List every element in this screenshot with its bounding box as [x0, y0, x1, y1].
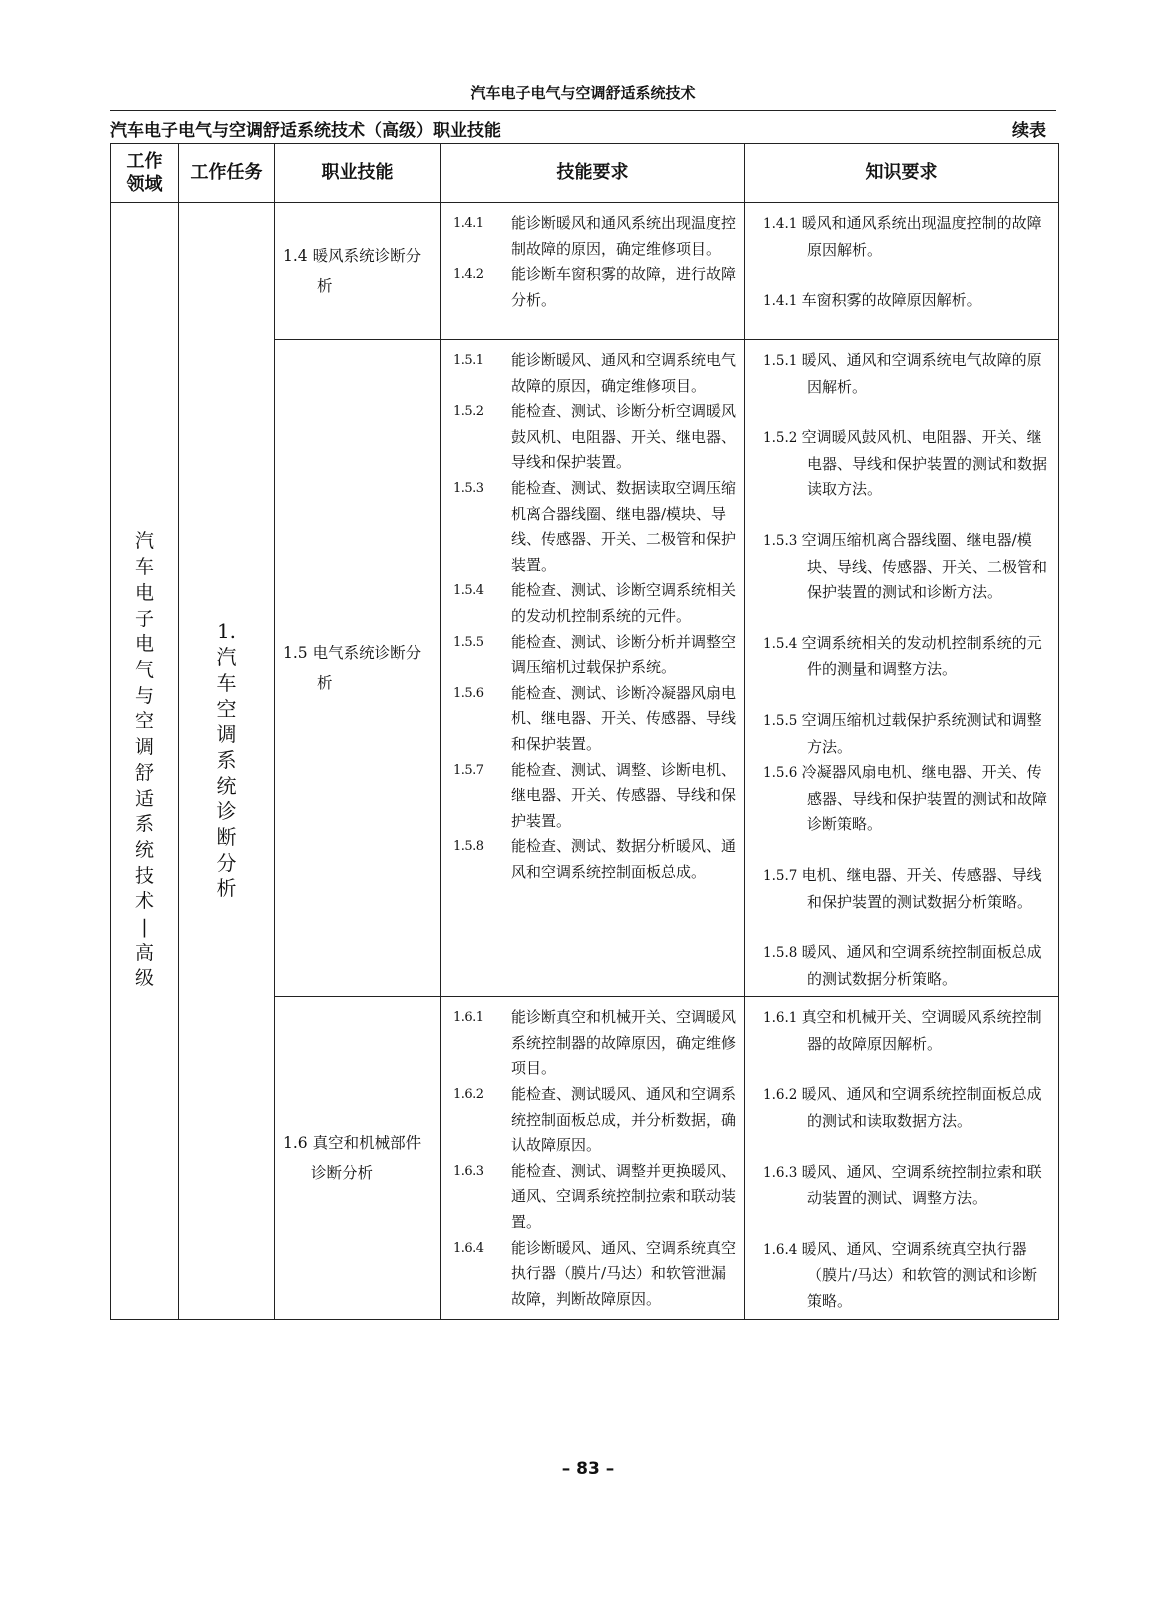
- requirement-text: 能检查、测试、诊断空调系统相关的发动机控制系统的元件。: [511, 581, 737, 625]
- knowledge-item: [751, 1005, 1052, 1057]
- skill-name-line1: 1.6 真空和机械部件: [283, 1133, 422, 1152]
- work-area-char: 气: [134, 659, 154, 681]
- requirement-number: 1.5.3: [453, 480, 484, 496]
- header-knowledge-requirement: 知识要求: [745, 144, 1059, 203]
- requirement-item: [447, 1159, 738, 1236]
- knowledge-cell: [745, 340, 1059, 997]
- skill-name-cell: [275, 203, 441, 340]
- work-area-char: 子: [134, 607, 154, 630]
- requirement-item: [447, 1082, 738, 1159]
- requirement-item: [447, 211, 738, 262]
- skill-name-cell: [275, 340, 441, 997]
- work-area-char: 汽: [134, 530, 154, 553]
- page-number: – 83 –: [561, 1459, 615, 1479]
- knowledge-number: 1.5.4: [763, 635, 802, 652]
- work-area-char: 调: [134, 736, 154, 759]
- knowledge-item: [751, 288, 1052, 315]
- header-work-area-line1: 工作: [126, 151, 163, 172]
- work-task-cell: [179, 203, 275, 1320]
- knowledge-text: 暖风、通风、空调系统真空执行器（膜片/马达）和软管的测试和诊断策略。: [801, 1239, 1038, 1311]
- work-task-char: 调: [216, 722, 237, 747]
- skill-name-cell: [275, 997, 441, 1319]
- requirement-item: [447, 1236, 738, 1313]
- knowledge-number: 1.6.2: [763, 1087, 802, 1104]
- knowledge-number: 1.5.5: [763, 712, 802, 729]
- requirement-text: 能检查、测试、诊断分析空调暖风鼓风机、电阻器、开关、继电器、导线和保护装置。: [511, 402, 737, 472]
- knowledge-number: 1.6.3: [763, 1164, 802, 1181]
- work-area-char: 技: [134, 864, 154, 887]
- requirement-text: 能诊断车窗积雾的故障，进行故障分析。: [511, 265, 737, 309]
- knowledge-text: 空调系统相关的发动机控制系统的元件的测量和调整方法。: [801, 633, 1042, 679]
- knowledge-text: 空调压缩机过载保护系统测试和调整方法。: [801, 710, 1042, 756]
- skill-name-line1: 1.5 电气系统诊断分: [283, 644, 422, 663]
- requirement-number: 1.5.5: [453, 634, 484, 650]
- work-task-char: 分: [216, 850, 237, 875]
- requirement-item: [447, 834, 738, 885]
- knowledge-text: 暖风、通风和空调系统控制面板总成的测试数据分析策略。: [801, 943, 1042, 988]
- table-title: 汽车电子电气与空调舒适系统技术（高级）职业技能: [110, 121, 501, 141]
- requirement-number: 1.5.2: [453, 404, 484, 420]
- knowledge-item: [751, 425, 1052, 503]
- requirement-number: 1.4.1: [453, 216, 484, 231]
- requirement-number: 1.6.2: [453, 1087, 484, 1103]
- skill-name-line2: 析: [317, 674, 333, 693]
- work-area-char: |: [141, 916, 148, 939]
- work-task-char: 车: [216, 670, 237, 695]
- requirement-text: 能检查、测试暖风、通风和空调系统控制面板总成，并分析数据，确认故障原因。: [511, 1085, 737, 1155]
- knowledge-item: [751, 1160, 1052, 1212]
- knowledge-number: 1.5.8: [763, 945, 802, 962]
- work-task-char: 析: [216, 876, 237, 901]
- requirements-cell: [441, 997, 745, 1319]
- requirement-number: 1.5.1: [453, 353, 484, 368]
- knowledge-number: 1.5.6: [763, 765, 802, 782]
- requirements-cell: [441, 203, 745, 340]
- knowledge-text: 电机、继电器、开关、传感器、导线和保护装置的测试数据分析策略。: [801, 865, 1042, 911]
- header-vocational-skill: 职业技能: [275, 144, 441, 203]
- knowledge-number: 1.5.7: [763, 867, 802, 884]
- requirement-number: 1.4.2: [453, 267, 484, 283]
- knowledge-text: 暖风和通风系统出现温度控制的故障原因解析。: [801, 214, 1042, 259]
- header-skill-requirement: 技能要求: [441, 144, 745, 203]
- work-task-char: 汽: [216, 645, 237, 670]
- work-task-char: 断: [216, 825, 237, 850]
- requirement-number: 1.6.3: [453, 1163, 484, 1179]
- knowledge-number: 1.4.1: [763, 216, 802, 232]
- knowledge-text: 车窗积雾的故障原因解析。: [801, 291, 982, 310]
- header-work-task: 工作任务: [179, 144, 275, 203]
- work-task-char: 统: [216, 773, 237, 798]
- table-header-row: [111, 144, 1059, 203]
- knowledge-item: [751, 1237, 1052, 1315]
- requirement-text: 能检查、测试、调整并更换暖风、通风、空调系统控制拉索和联动装置。: [511, 1161, 737, 1232]
- work-area-char: 舒: [134, 761, 154, 784]
- knowledge-text: 暖风、通风和空调系统电气故障的原因解析。: [801, 351, 1042, 396]
- work-area-cell: [111, 203, 179, 1320]
- requirement-number: 1.5.7: [453, 762, 484, 778]
- work-area-char: 系: [134, 813, 154, 836]
- requirements-cell: [441, 340, 745, 997]
- work-area-char: 电: [134, 633, 154, 656]
- requirement-number: 1.5.4: [453, 583, 484, 599]
- requirement-text: 能诊断暖风、通风、空调系统真空执行器（膜片/马达）和软管泄漏故障，判断故障原因。: [511, 1238, 737, 1308]
- knowledge-text: 真空和机械开关、空调暖风系统控制器的故障原因解析。: [801, 1008, 1042, 1053]
- requirement-text: 能诊断暖风和通风系统出现温度控制故障的原因，确定维修项目。: [511, 214, 737, 258]
- continued-label: 续表: [1012, 121, 1046, 141]
- work-area-char: 级: [134, 967, 154, 990]
- requirement-number: 1.6.4: [453, 1240, 484, 1256]
- knowledge-item: [751, 863, 1052, 915]
- knowledge-item: [751, 211, 1052, 263]
- knowledge-text: 冷凝器风扇电机、继电器、开关、传感器、导线和保护装置的测试和故障诊断策略。: [801, 763, 1048, 834]
- requirement-number: 1.6.1: [453, 1010, 484, 1026]
- knowledge-number: 1.5.1: [763, 353, 802, 369]
- knowledge-item: [751, 708, 1052, 760]
- knowledge-text: 暖风、通风和空调系统控制面板总成的测试和读取数据方法。: [801, 1085, 1042, 1131]
- skill-name-line2: 诊断分析: [311, 1163, 374, 1182]
- requirement-text: 能检查、测试、数据分析暖风、通风和空调系统控制面板总成。: [511, 837, 737, 881]
- knowledge-number: 1.6.4: [763, 1241, 802, 1258]
- requirement-number: 1.5.6: [453, 685, 484, 701]
- requirement-item: [447, 399, 738, 476]
- skill-name-line1: 1.4 暖风系统诊断分: [283, 247, 422, 265]
- work-area-char: 适: [134, 787, 154, 810]
- knowledge-number: 1.5.3: [763, 532, 802, 549]
- requirement-text: 能检查、测试、数据读取空调压缩机离合器线圈、继电器/模块、导线、传感器、开关、二极管和保护装置。: [511, 478, 737, 574]
- requirement-item: [447, 681, 738, 758]
- work-task-char: 空: [216, 696, 237, 721]
- requirement-text: 能检查、测试、诊断分析并调整空调压缩机过载保护系统。: [511, 632, 737, 677]
- knowledge-cell: [745, 203, 1059, 340]
- knowledge-item: [751, 528, 1052, 606]
- requirement-item: [447, 630, 738, 681]
- knowledge-item: [751, 1082, 1052, 1134]
- knowledge-cell: [745, 997, 1059, 1319]
- work-area-char: 术: [134, 890, 154, 913]
- knowledge-item: [751, 348, 1052, 400]
- header-rule: [110, 110, 1056, 111]
- work-area-char: 统: [134, 838, 154, 861]
- work-area-char: 车: [134, 556, 154, 579]
- requirement-item: [447, 758, 738, 835]
- requirement-item: [447, 262, 738, 313]
- work-task-char: 系: [216, 747, 237, 772]
- knowledge-text: 暖风、通风、空调系统控制拉索和联动装置的测试、调整方法。: [801, 1162, 1042, 1208]
- requirement-item: [447, 348, 738, 399]
- header-work-area: [111, 144, 179, 203]
- knowledge-number: 1.6.1: [763, 1010, 802, 1027]
- requirement-item: [447, 476, 738, 578]
- knowledge-text: 空调压缩机离合器线圈、继电器/模块、导线、传感器、开关、二极管和保护装置的测试和诊断方法。: [801, 530, 1048, 602]
- work-area-char: 空: [134, 710, 154, 733]
- work-area-char: 与: [134, 684, 154, 707]
- work-area-char: 电: [134, 581, 154, 604]
- requirement-text: 能诊断真空和机械开关、空调暖风系统控制器的故障原因，确定维修项目。: [511, 1008, 737, 1078]
- knowledge-number: 1.5.2: [763, 430, 802, 447]
- knowledge-item: [751, 631, 1052, 683]
- knowledge-item: [751, 760, 1052, 838]
- requirement-text: 能检查、测试、调整、诊断电机、继电器、开关、传感器、导线和保护装置。: [511, 760, 737, 830]
- header-work-area-line2: 领域: [126, 174, 163, 195]
- work-task-char: 1.: [216, 619, 237, 644]
- requirement-item: [447, 578, 738, 629]
- knowledge-text: 空调暖风鼓风机、电阻器、开关、继电器、导线和保护装置的测试和数据读取方法。: [801, 428, 1048, 499]
- knowledge-item: [751, 940, 1052, 992]
- requirement-text: 能检查、测试、诊断冷凝器风扇电机、继电器、开关、传感器、导线和保护装置。: [511, 683, 737, 753]
- work-task-char: 诊: [216, 799, 237, 824]
- knowledge-number: 1.4.1: [763, 293, 802, 310]
- table-caption: [110, 116, 1056, 142]
- skill-name-line2: 析: [317, 277, 333, 295]
- requirement-text: 能诊断暖风、通风和空调系统电气故障的原因，确定维修项目。: [511, 351, 737, 395]
- skills-table: [110, 143, 1059, 1320]
- requirement-item: [447, 1005, 738, 1082]
- requirement-number: 1.5.8: [453, 839, 484, 855]
- work-area-char: 高: [134, 941, 154, 964]
- table-row: [111, 203, 1059, 340]
- running-header: 汽车电子电气与空调舒适系统技术: [470, 84, 696, 102]
